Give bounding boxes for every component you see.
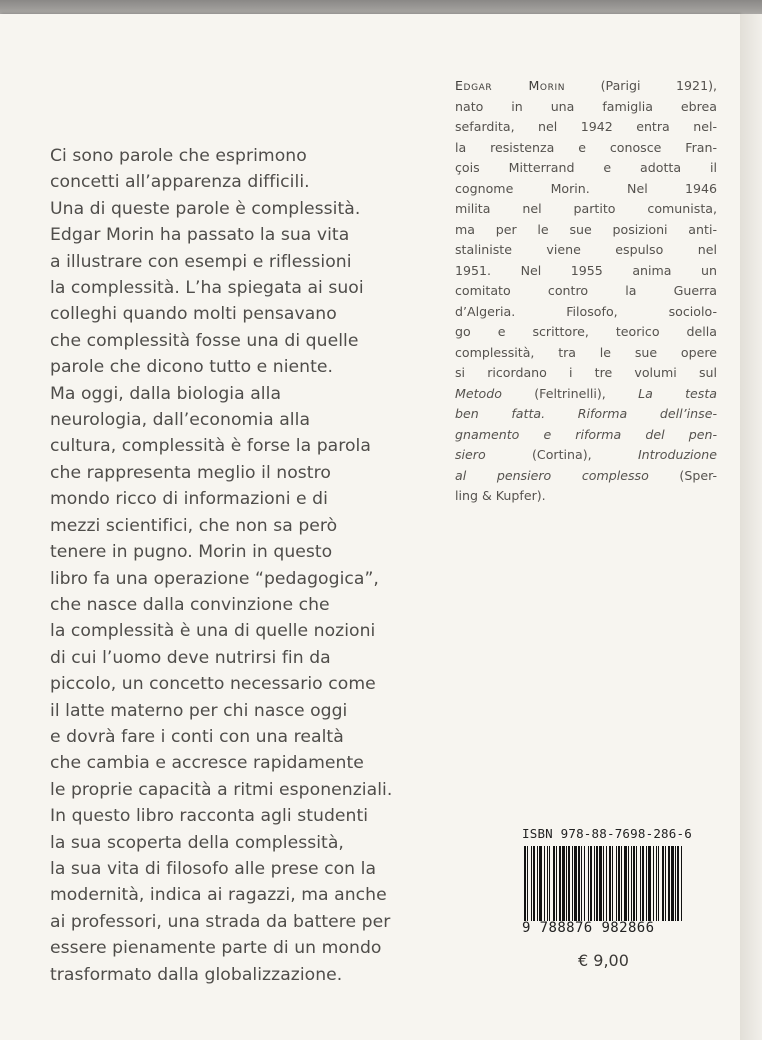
blurb-line: In questo libro racconta agli studenti (50, 806, 369, 827)
barcode-bar (549, 846, 550, 921)
blurb-line: tenere in pugno. Morin in questo (50, 542, 333, 563)
blurb-line: Ci sono parole che esprimono (50, 146, 307, 166)
bio-line: ma per le sue posizioni anti- (455, 221, 717, 237)
barcode-bar (562, 846, 565, 921)
barcode-bar (590, 846, 592, 921)
blurb-line: il latte materno per chi nasce oggi (50, 700, 348, 721)
barcode-bar (588, 846, 589, 921)
bio-line: ben fatta. Riforma dell’inse- (455, 406, 717, 421)
barcode-bar (533, 846, 535, 921)
barcode-bar (553, 846, 555, 921)
barcode-bar (609, 846, 611, 921)
blurb-line: neurologia, dall’economia alla (50, 410, 311, 431)
blurb-line: mondo ricco di informazioni e di (50, 489, 328, 510)
bio-line: çois Mitterrand e adotta il (455, 160, 717, 175)
book-title: Introduzione (637, 447, 717, 462)
blurb-line: ai professori, una strada da battere per (50, 911, 391, 932)
barcode-bar (606, 846, 607, 921)
barcode-bar (624, 846, 627, 921)
barcode-bar (636, 846, 637, 921)
barcode-bar (581, 846, 582, 921)
blurb-line: modernità, indica ai ragazzi, ma anche (50, 885, 387, 906)
book-title: La testa (638, 385, 718, 401)
blurb-line: che nasce dalla convinzione che (50, 594, 330, 615)
blurb-line: e dovrà fare i conti con una realtà (50, 726, 344, 747)
bio-text: (Cortina), (485, 447, 638, 462)
barcode-bar (640, 846, 641, 921)
blurb-line: Una di queste parole è complessità. (50, 198, 361, 219)
bio-line: sefardita, nel 1942 entra nel- (455, 119, 717, 134)
blurb-line: che cambia e accresce rapidamente (50, 753, 364, 774)
bio-line: ling & Kupfer). (455, 488, 546, 503)
barcode-bar (524, 846, 526, 921)
barcode-bar (594, 846, 595, 921)
blurb-line: a illustrare con esempi e riflessioni (50, 251, 352, 272)
bio-line: cognome Morin. Nel 1946 (455, 180, 717, 196)
book-title: siero (455, 447, 486, 462)
blurb-line: la complessità è una di quelle nozioni (50, 621, 376, 642)
barcode-bar (527, 846, 528, 921)
bio-line: la resistenza e conosce Fran- (455, 139, 717, 155)
barcode-bar (662, 846, 664, 921)
blurb-line: le proprie capacità a ritmi esponenziali. (50, 779, 393, 800)
barcode-digits: 9 788876 982866 (522, 920, 655, 936)
isbn-label: ISBN 978-88-7698-286-6 (522, 826, 692, 841)
bio-line: comitato contro la Guerra (455, 283, 717, 298)
bio-line (455, 466, 717, 487)
barcode-bar (559, 846, 561, 921)
blurb-line: piccolo, un concetto necessario come (50, 674, 376, 695)
barcode-bar (603, 846, 604, 921)
bio-line: nato in una famiglia ebrea (455, 98, 717, 114)
barcode-bar (572, 846, 573, 921)
barcode-bar (574, 846, 577, 921)
blurb-line: Ma oggi, dalla biologia alla (50, 383, 282, 404)
bio-line: milita nel partito comunista, (455, 201, 717, 216)
barcode-bar (646, 846, 647, 921)
barcode-bar (547, 846, 548, 921)
bio-line (455, 445, 717, 466)
barcode-bar (584, 846, 585, 921)
author-bio (455, 76, 717, 507)
barcode-bar (578, 846, 580, 921)
book-title: Metodo (455, 385, 502, 401)
barcode-bar (642, 846, 644, 921)
barcode-bar (658, 846, 659, 921)
bio-text: (Sper- (648, 467, 717, 483)
bio-line: gnamento e riforma del pen- (455, 426, 717, 442)
cover-edge (740, 14, 762, 1040)
blurb-line: essere pienamente parte di un mondo (50, 938, 382, 959)
bio-line: go e scrittore, teorico della (455, 324, 717, 339)
barcode-bar (544, 846, 545, 921)
barcode-bar (599, 846, 602, 921)
barcode-bar (616, 846, 617, 921)
bio-text: (Parigi 1921), (565, 78, 717, 93)
book-title: al pensiero complesso (455, 467, 649, 483)
barcode-bar (612, 846, 613, 921)
blurb-line: cultura, complessità è forse la parola (50, 436, 371, 457)
bio-line: complessità, tra le sue opere (455, 344, 717, 360)
barcode-bar (539, 846, 542, 921)
author-name: Edgar Morin (455, 78, 566, 93)
bio-text: (Feltrinelli), (501, 385, 639, 401)
blurb-text (50, 143, 430, 988)
blurb-line: libro fa una operazione “pedagogica”, (50, 568, 379, 589)
blurb-line: la sua vita di filosofo alle prese con la (50, 858, 377, 879)
bio-line: si ricordano i tre volumi sul (455, 365, 717, 380)
barcode-bar (671, 846, 674, 921)
bio-line: 1951. Nel 1955 anima un (455, 262, 717, 278)
blurb-line: parole che dicono tutto e niente. (50, 357, 334, 378)
barcode (522, 846, 684, 921)
barcode-bar (568, 846, 570, 921)
bio-line (455, 76, 717, 97)
blurb-line: colleghi quando molti pensavano (50, 304, 337, 325)
barcode-bar (618, 846, 620, 921)
barcode-bar (537, 846, 538, 921)
blurb-line: la sua scoperta della complessità, (50, 832, 344, 853)
barcode-bar (681, 846, 682, 921)
bio-line: staliniste viene espulso nel (455, 242, 717, 257)
blurb-line: Edgar Morin ha passato la sua vita (50, 225, 350, 246)
blurb-line: concetti all’apparenza difficili. (50, 172, 310, 193)
barcode-bar (566, 846, 567, 921)
barcode-bar (628, 846, 629, 921)
blurb-line: mezzi scientifici, che non sa però (50, 515, 338, 536)
blurb-line: la complessità. L’ha spiegata ai suoi (50, 278, 364, 299)
barcode-bar (596, 846, 598, 921)
blurb-line: di cui l’uomo deve nutrirsi fin da (50, 647, 331, 668)
barcode-bar (653, 846, 654, 921)
barcode-bar (648, 846, 651, 921)
blurb-line: trasformato dalla globalizzazione. (50, 964, 343, 985)
barcode-bar (675, 846, 676, 921)
barcode-bar (656, 846, 657, 921)
blurb-line: che rappresenta meglio il nostro (50, 462, 331, 483)
barcode-bar (633, 846, 635, 921)
barcode-bar (631, 846, 632, 921)
barcode-bar (665, 846, 666, 921)
barcode-bar (621, 846, 622, 921)
bio-line: d’Algeria. Filosofo, sociolo- (455, 303, 717, 319)
blurb-line: che complessità fosse una di quelle (50, 330, 359, 351)
barcode-bar (556, 846, 557, 921)
barcode-bar (531, 846, 532, 921)
price: € 9,00 (578, 951, 629, 970)
bio-line (455, 384, 717, 405)
barcode-bar (677, 846, 679, 921)
barcode-bar (668, 846, 670, 921)
